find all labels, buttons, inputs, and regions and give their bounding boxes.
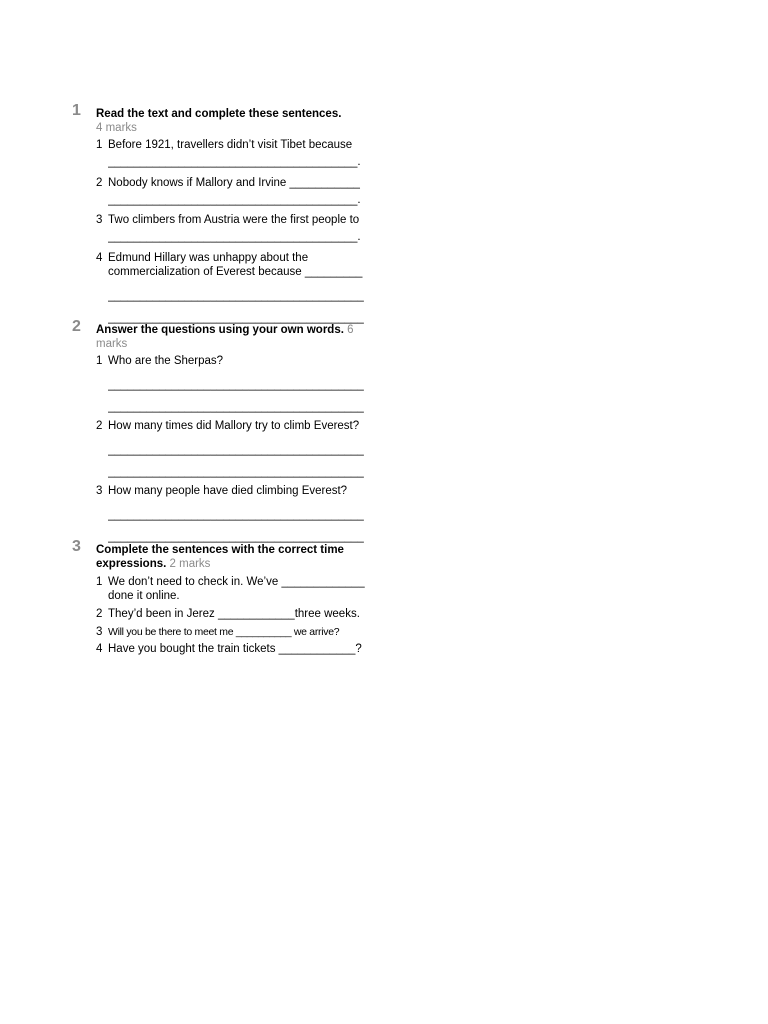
question-item [96,484,368,544]
answer-line: ________________________________________ [108,312,364,324]
question-number: 4 [96,643,103,655]
section-3 [72,538,372,656]
section-marks: 6 [347,324,354,336]
section-title: Complete the sentences with the correct time [96,544,344,556]
question-item [96,625,368,639]
question-number: 3 [96,214,103,226]
answer-line: ________________________________________ [108,401,364,413]
question-text: Edmund Hillary was unhappy about the [108,252,309,264]
section-number: 2 [72,318,81,335]
section-2 [72,318,372,544]
question-text: Before 1921, travellers didn’t visit Tibet because [108,139,353,151]
question-number: 3 [96,485,103,497]
section-heading [96,323,368,351]
answer-line: ________________________________________ [108,531,364,543]
section-number: 3 [72,538,81,555]
answer-line: ________________________________________ [108,379,364,391]
question-item [96,575,368,603]
question-text: Who are the Sherpas? [108,355,224,367]
answer-line: _______________________________________. [108,156,361,168]
question-number: 1 [96,576,103,588]
question-item [96,213,368,244]
question-number: 1 [96,355,103,367]
question-text: Have you bought the train tickets ____________? [108,643,362,655]
answer-line: ________________________________________ [108,290,364,302]
answer-line: ________________________________________ [108,444,364,456]
question-text: Will you be there to meet me __________ we arrive? [108,626,340,638]
question-item [96,419,368,479]
question-text: How many people have died climbing Everest? [108,485,348,497]
question-text: Two climbers from Austria were the first people to [108,214,360,226]
section-1 [72,102,372,325]
question-number: 4 [96,252,103,264]
question-text-continued: done it online. [108,590,180,602]
question-text: We don’t need to check in. We’ve _____________ [108,576,365,588]
question-number: 2 [96,420,103,432]
answer-line: _______________________________________. [108,194,361,206]
section-heading [96,107,368,135]
question-item [96,138,368,169]
question-item [96,354,368,414]
section-number: 1 [72,102,81,119]
section-title: Answer the questions using your own words. [96,324,344,336]
question-text-continued: commercialization of Everest because _________ [108,266,363,278]
question-item [96,176,368,207]
question-number: 2 [96,177,103,189]
question-item [96,607,368,621]
question-text: They’d been in Jerez ____________three weeks. [108,608,360,620]
answer-line: ________________________________________ [108,509,364,521]
answer-line: _______________________________________. [108,231,361,243]
question-text: Nobody knows if Mallory and Irvine ___________ [108,177,360,189]
question-number: 2 [96,608,103,620]
section-title-continued: expressions. [96,558,167,570]
answer-line: ________________________________________ [108,466,364,478]
section-title: Read the text and complete these sentences. [96,108,342,120]
section-marks-continued: marks [96,338,128,350]
question-item [96,642,368,656]
section-marks: 2 marks [169,558,211,570]
question-text: How many times did Mallory try to climb Everest? [108,420,360,432]
question-number: 1 [96,139,103,151]
section-marks: 4 marks [96,122,137,134]
question-item [96,251,368,325]
question-number: 3 [96,626,103,638]
section-heading [96,543,368,571]
